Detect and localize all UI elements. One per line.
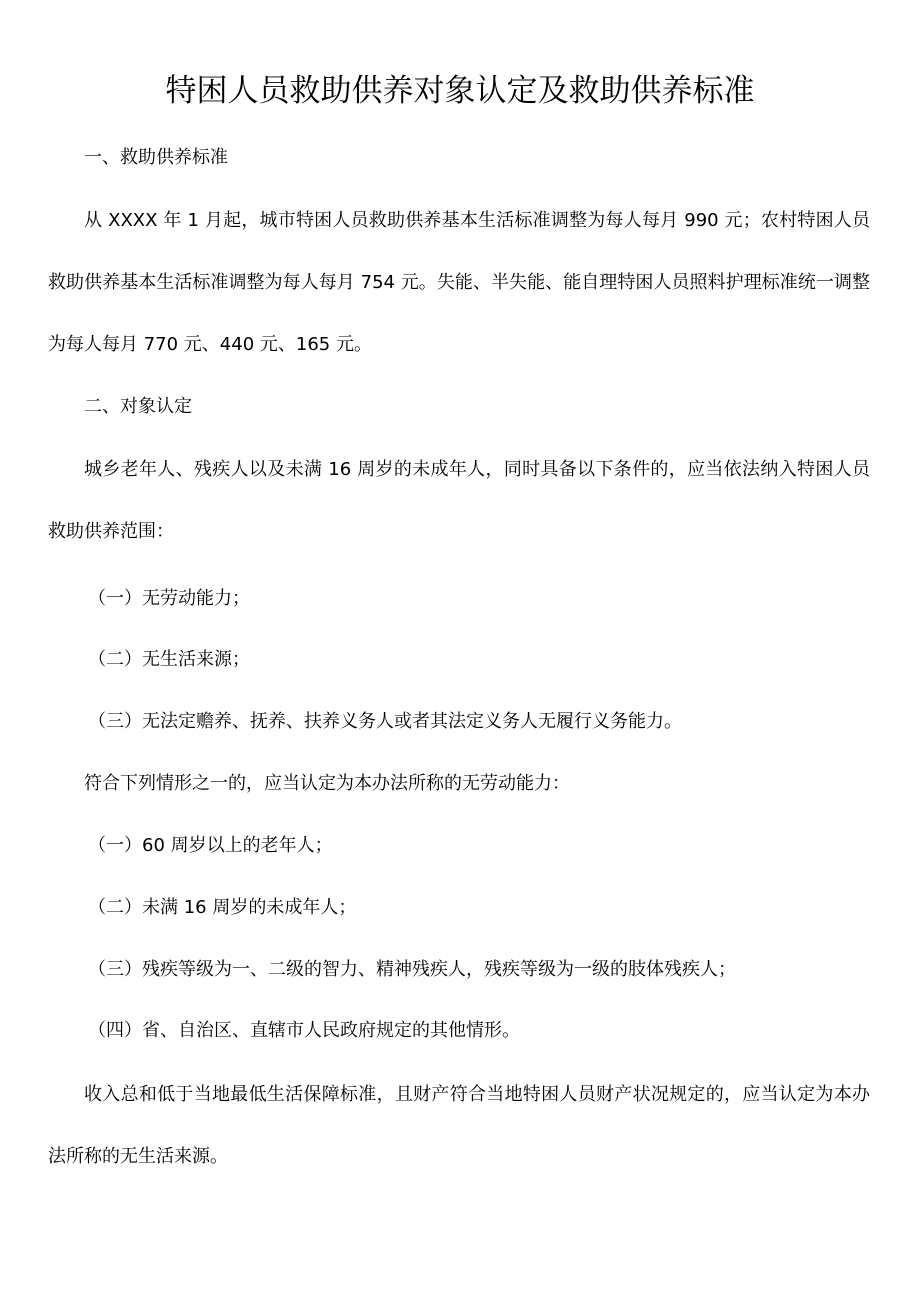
no-income-paragraph: 收入总和低于当地最低生活保障标准，且财产符合当地特困人员财产状况规定的，应当认定为本办法所称的无生活来源。	[48, 1084, 870, 1167]
condition-item: （一）无劳动能力；	[88, 588, 250, 609]
no-labor-intro: 符合下列情形之一的，应当认定为本办法所称的无劳动能力：	[84, 773, 570, 794]
section2-paragraph: 城乡老年人、残疾人以及未满 16 周岁的未成年人，同时具备以下条件的，应当依法纳入特困人员救助供养范围：	[48, 459, 870, 542]
condition-item: （三）无法定赡养、抚养、扶养义务人或者其法定义务人无履行义务能力。	[88, 711, 682, 732]
no-labor-item: （四）省、自治区、直辖市人民政府规定的其他情形。	[88, 1020, 520, 1041]
section2-heading: 二、对象认定	[84, 396, 192, 417]
section1-heading: 一、救助供养标准	[84, 147, 228, 168]
no-labor-item: （一）60 周岁以上的老年人；	[88, 835, 333, 856]
no-labor-item: （三）残疾等级为一、二级的智力、精神残疾人，残疾等级为一级的肢体残疾人；	[88, 959, 736, 980]
no-labor-item: （二）未满 16 周岁的未成年人；	[88, 897, 357, 918]
condition-item: （二）无生活来源；	[88, 649, 250, 670]
document-title: 特困人员救助供养对象认定及救助供养标准	[165, 73, 755, 109]
section1-paragraph: 从 XXXX 年 1 月起，城市特困人员救助供养基本生活标准调整为每人每月 990 元；农村特困人员救助供养基本生活标准调整为每人每月 754 元。失能、半失能、能自理特困人员照料护理标准统一调整为每人每月 770 元、440 元、165 元。	[48, 210, 870, 355]
